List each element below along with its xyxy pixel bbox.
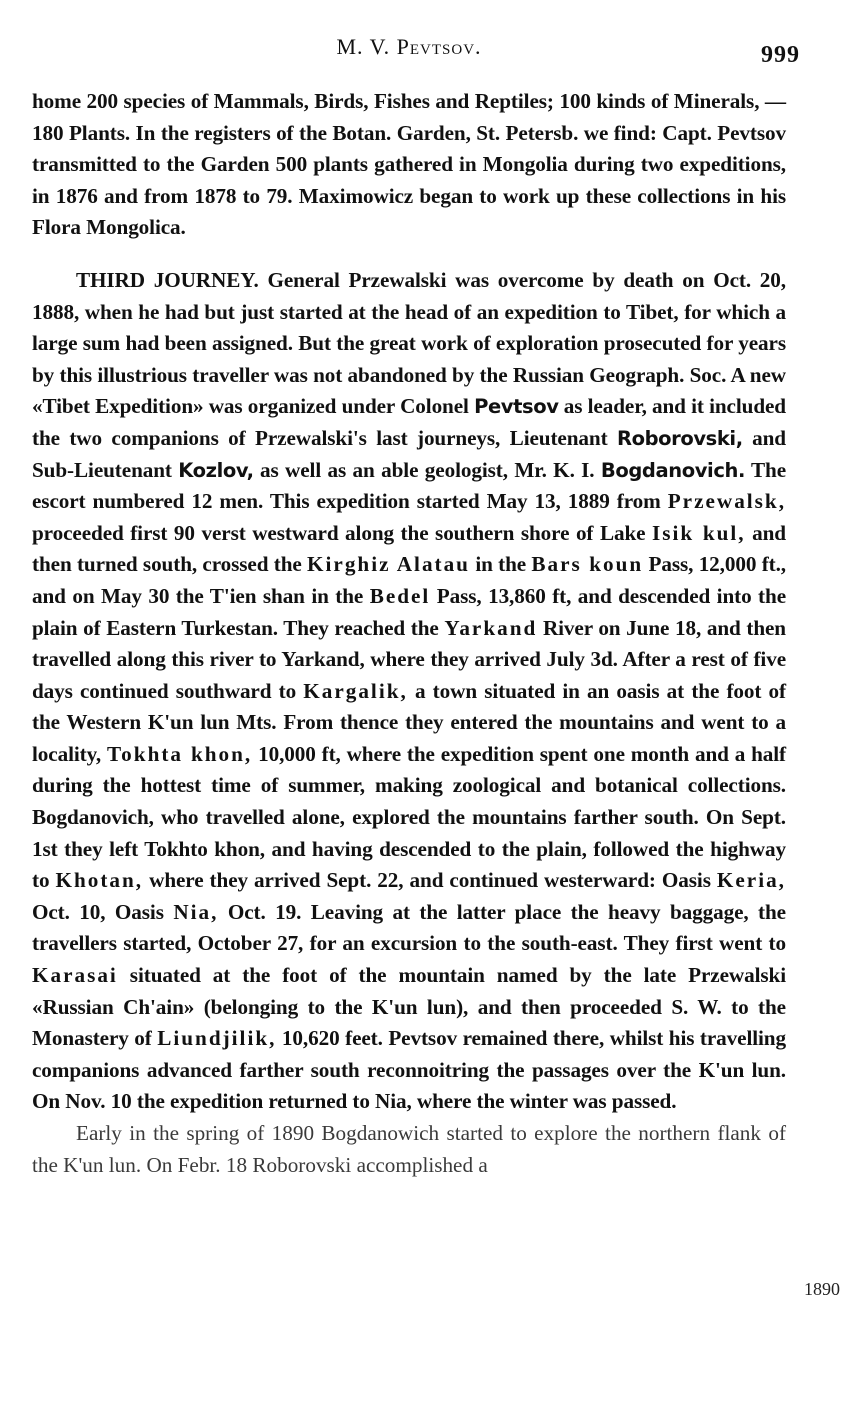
page-number: 999	[761, 42, 800, 68]
text-segment: 10,620 feet. Pevtsov remained there, whilst his travelling companions advanced farther south reconnoitring the passages over the K'un lun. On Nov. 10 the expedition returned to Nia, where the winter was passed.	[32, 1026, 786, 1114]
text-segment: a town situated in an oasis at the foot of the Western K'un lun Mts. From thence they entered the mountains and went to a locality,	[32, 678, 786, 766]
text-segment: Pass, 12,000 ft., and on May 30 the T'ien shan in the	[32, 552, 787, 608]
place-kirghiz-alatau: Kirghiz Alatau	[307, 552, 470, 577]
running-head	[32, 30, 800, 68]
text-segment: The escort numbered 12 men. This expedition started May 13, 1889 from	[32, 457, 787, 514]
place-kargalik: Kargalik,	[303, 678, 408, 703]
name-pevtsov: Pevtsov	[474, 395, 559, 419]
paragraph-third-journey	[32, 265, 786, 1118]
text-segment: 10,000 ft, where the expedition spent one month and a half during the hottest time of summer, making zoological and botanical collections. Bogdanovich, who travelled alone, explored the mountains farther south. On Sept. 1st they left Tokhto khon, and having descended to the plain, followed the highway to	[32, 741, 786, 893]
place-tokhta-khon: Tokhta khon,	[107, 741, 253, 766]
text-segment: and then turned south, crossed the	[32, 520, 786, 577]
text-segment: situated at the foot of the mountain named by the late Przewalski «Russian Ch'ain» (belonging to the K'un lun), and then proceeded S. W. to the Monastery of	[32, 963, 786, 1051]
text-segment: River on June 18, and then travelled along this river to Yarkand, where they arrived July 3d. After a rest of five days continued southward to	[32, 615, 786, 703]
place-nia: Nia,	[173, 899, 219, 924]
name-roborovski: Roborovski,	[616, 426, 743, 450]
place-isik-kul: Isik kul,	[652, 520, 746, 545]
page	[32, 30, 800, 1181]
place-przewalsk: Przewalsk,	[667, 489, 786, 514]
place-khotan: Khotan,	[55, 868, 144, 893]
place-yarkand-river: Yarkand	[444, 615, 538, 640]
paragraph-mongolia-collections: home 200 species of Mammals, Birds, Fishes and Reptiles; 100 kinds of Minerals, — 180 Plants. In the registers of the Botan. Garden, St. Petersb. we find: Capt. Pevtsov transmitted to the Garden 500 plants gathered in Mongolia during two expeditions, in 1876 and from 1878 to 79. Maximowicz began to work up these collections in his Flora Mongolica.	[32, 89, 786, 240]
text-segment: Oct. 19. Leaving at the latter place the heavy baggage, the travellers started, October 27, for an excursion to the south-east. They first went to	[32, 899, 786, 956]
text-segment: Oct. 10, Oasis	[32, 899, 174, 924]
place-karasai: Karasai	[32, 963, 118, 988]
third-journey-lead: THIRD JOURNEY. General Przewalski was overcome by death on Oct. 20, 1888, when he had but just started at the head of an expedition to Tibet, for which a large sum had been assigned. But the great work of exploration prosecuted for years by this illustrious traveller was not abandoned by the Russian Geograph. Soc. A new «Tibet Expedition» was organized under Colonel	[32, 267, 786, 419]
paragraph-spring-1890: Early in the spring of 1890 Bogdanowich started to explore the northern flank of the K'un lun. On Febr. 18 Roborovski accomplished a	[32, 1121, 786, 1177]
place-bedel: Bedel	[369, 583, 431, 608]
running-title: M. V. Pevtsov.	[336, 34, 482, 59]
text-segment: and Sub-Lieutenant	[32, 425, 786, 482]
place-liundjilik: Liundjilik,	[157, 1026, 277, 1051]
place-keria: Keria,	[716, 868, 786, 893]
text-segment: as well as an able geologist, Mr. K. I.	[253, 457, 601, 482]
margin-year-note: 1890	[804, 1279, 840, 1299]
name-kozlov: Kozlov,	[178, 458, 254, 482]
place-bars-koun: Bars koun	[531, 552, 644, 577]
text-segment: as leader, and it included the two companions of Przewalski's last journeys, Lieutenant	[32, 394, 786, 450]
text-segment: Pass, 13,860 ft, and descended into the plain of Eastern Turkestan. They reached the	[32, 583, 786, 640]
name-bogdanovich: Bogdanovich.	[600, 458, 745, 482]
text-segment: proceeded first 90 verst westward along the southern shore of Lake	[32, 520, 653, 545]
text-segment: in the	[469, 552, 532, 577]
body-text	[32, 86, 786, 1181]
text-segment: where they arrived Sept. 22, and continued westerward: Oasis	[143, 868, 717, 893]
